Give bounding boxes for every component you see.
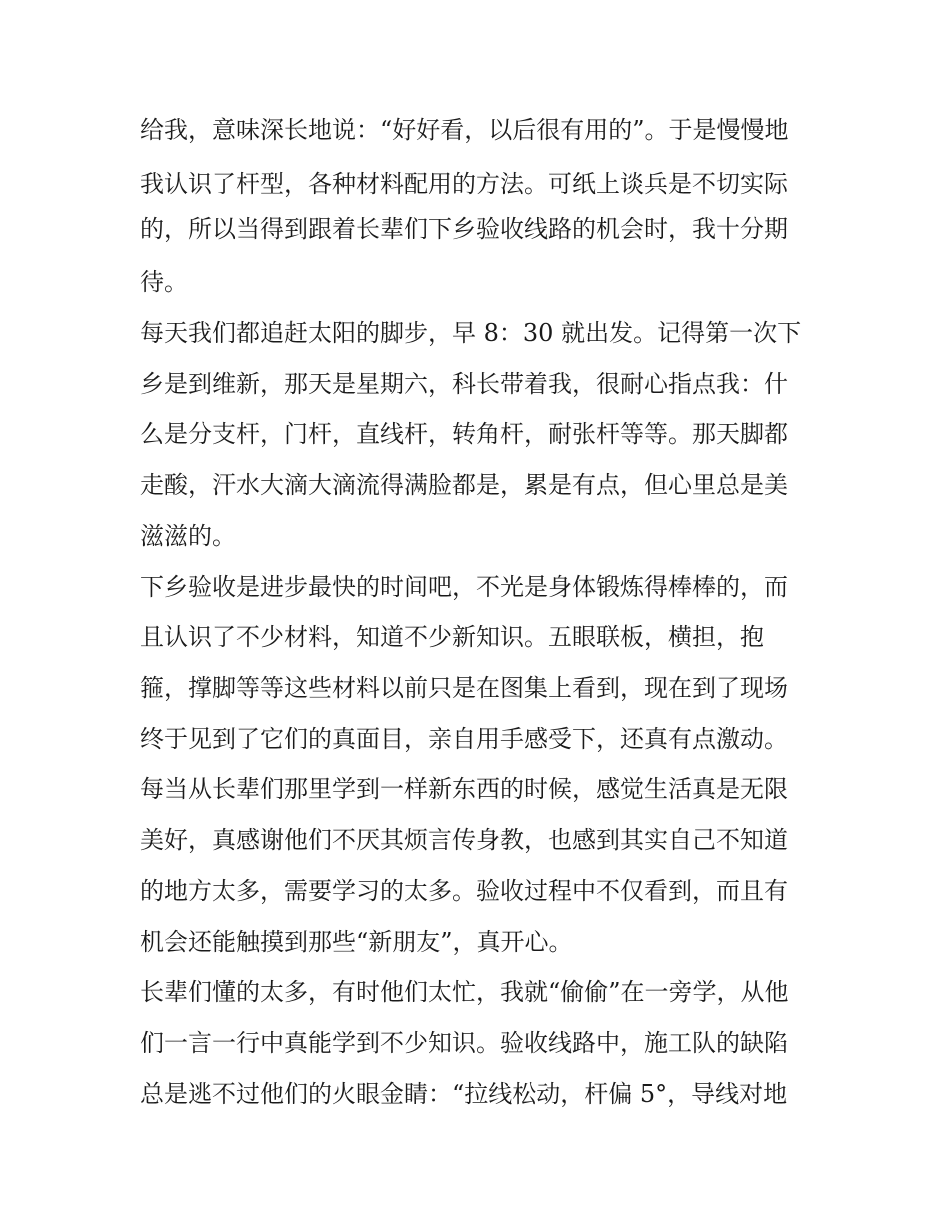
text-line: 们一言一行中真能学到不少知识。验收线路中，施工队的缺陷 [140,1029,788,1057]
text-line: 给我，意味深长地说：“好好看，以后很有用的”。于是慢慢地 [140,116,789,144]
text-line: 下乡验收是进步最快的时间吧，不光是身体锻炼得棒棒的，而 [140,573,788,601]
text-line: 的地方太多，需要学习的太多。验收过程中不仅看到，而且有 [140,877,788,905]
text-line: 终于见到了它们的真面目，亲自用手感受下，还真有点激动。 [140,725,788,753]
text-line: 机会还能触摸到那些“新朋友”，真开心。 [140,928,573,956]
text-line: 的，所以当得到跟着长辈们下乡验收线路的机会时，我十分期 [140,215,788,243]
text-line: 乡是到维新，那天是星期六，科长带着我，很耐心指点我：什 [140,370,788,398]
text-line: 我认识了杆型，各种材料配用的方法。可纸上谈兵是不切实际 [140,170,788,198]
text-line: 走酸，汗水大滴大滴流得满脸都是，累是有点，但心里总是美 [140,471,788,499]
text-line: 每当从长辈们那里学到一样新东西的时候，感觉生活真是无限 [140,775,788,803]
text-line: 总是逃不过他们的火眼金睛：“拉线松动，杆偏 5°，导线对地 [140,1080,788,1108]
text-line: 么是分支杆，门杆，直线杆，转角杆，耐张杆等等。那天脚都 [140,420,788,448]
text-line: 滋滋的。 [140,522,236,550]
text-line: 美好，真感谢他们不厌其烦言传身教，也感到其实自己不知道 [140,826,788,854]
text-line: 箍，撑脚等等这些材料以前只是在图集上看到，现在到了现场 [140,674,788,702]
text-line: 长辈们懂的太多，有时他们太忙，我就“偷偷”在一旁学，从他 [140,978,789,1006]
text-line: 待。 [140,268,188,296]
text-line: 每天我们都追赶太阳的脚步，早 8：30 就出发。记得第一次下 [140,319,802,347]
text-line: 且认识了不少材料，知道不少新知识。五眼联板，横担，抱 [140,623,764,651]
